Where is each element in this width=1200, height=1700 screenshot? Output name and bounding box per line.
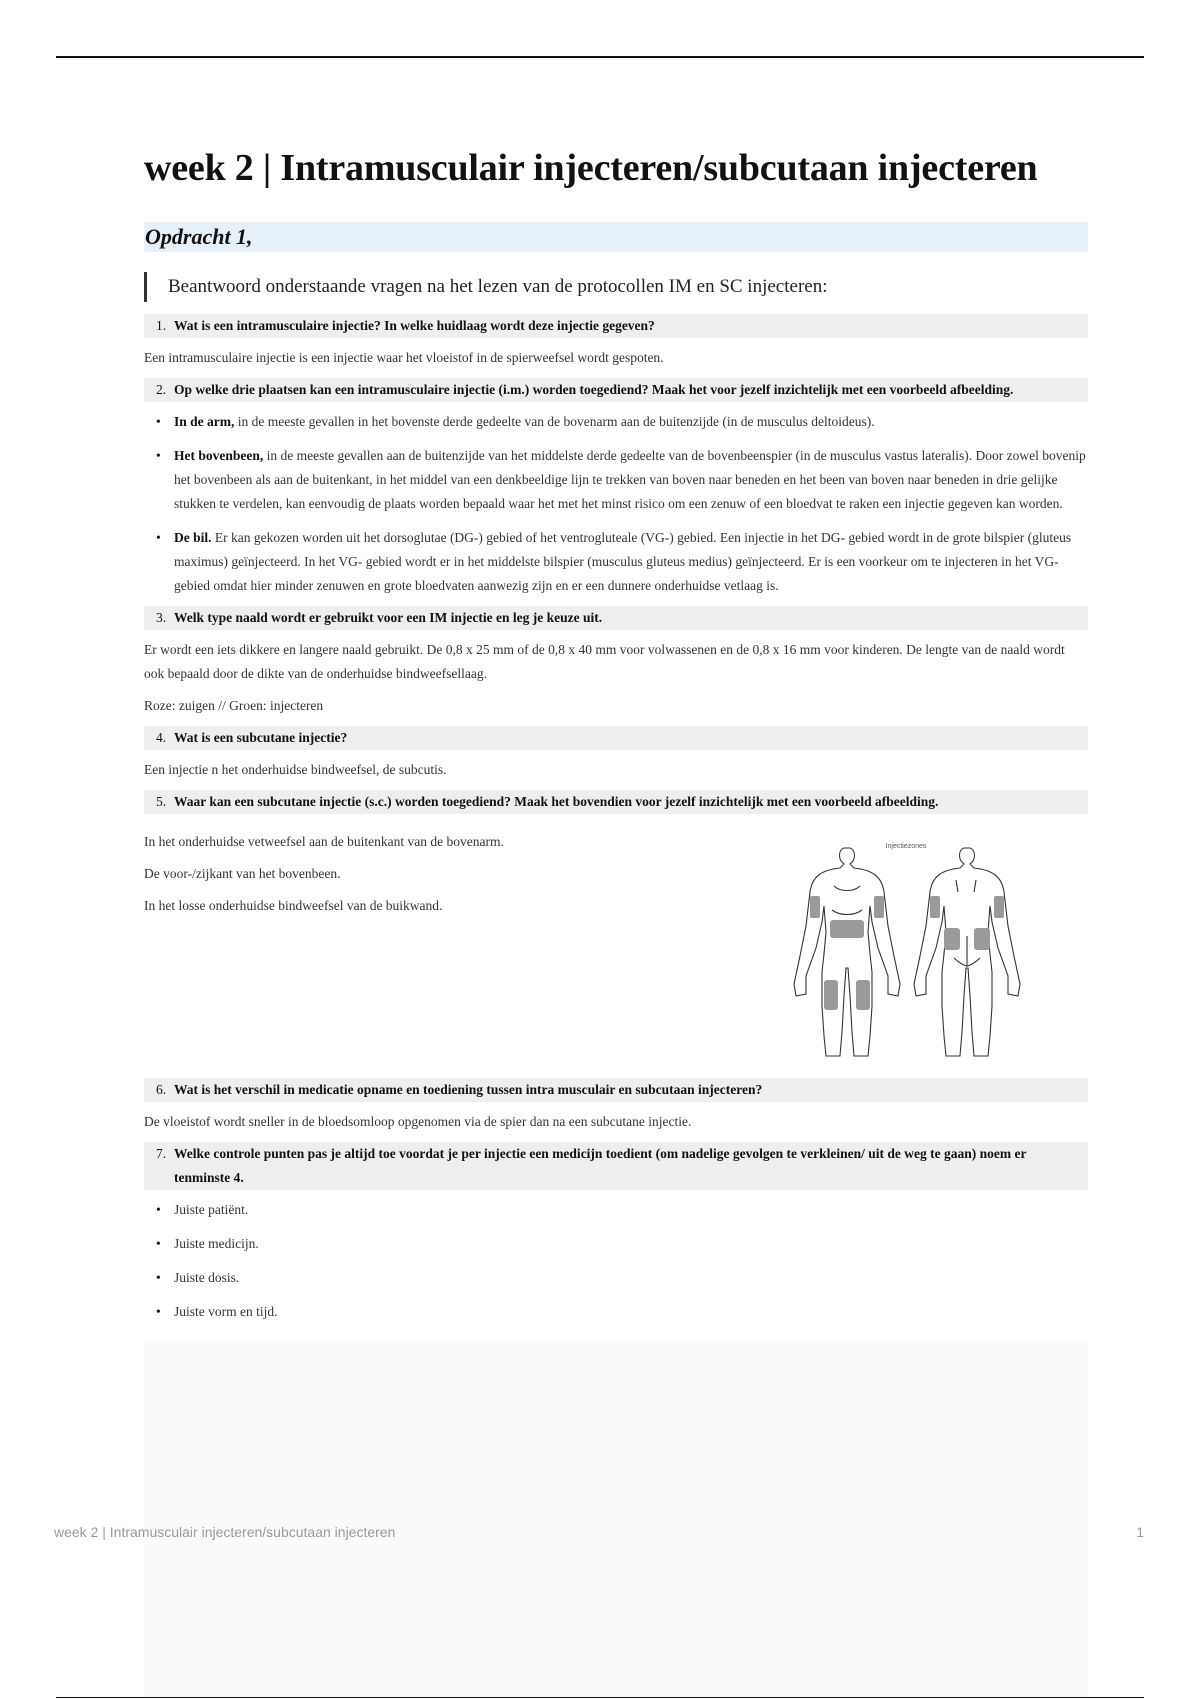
question-2: [144, 378, 1088, 402]
question-text: Waar kan een subcutane injectie (s.c.) worden toegediend? Maak het bovendien voor jezelf inzichtelijk met een voorbeeld afbeelding.: [174, 794, 939, 809]
question-text: Op welke drie plaatsen kan een intramusculaire injectie (i.m.) worden toegediend? Maak het voor jezelf inzichtelijk met een voorbeeld afbeelding.: [174, 382, 1014, 397]
page-number: 1: [1136, 1524, 1144, 1540]
question-text: Wat is een subcutane injectie?: [174, 730, 348, 745]
list-item: • Het bovenbeen, in de meeste gevallen aan de buitenzijde van het middelste derde gedeelte van de bovenbeenspier (in de musculus vastus lateralis). Door zowel bovenip het bovenbeen als aan de buitenkant, in het middel van een denkbeeldige lijn te trekken van boven naar beneden en het been van boven naar beneden in drie gelijke stukken te verdelen, kan eenvoudig de plaats worden bepaald waar het met het minst risico om een zenuw of een bloedvat te raken een injectie gegeven kan worden.: [144, 444, 1088, 516]
zone-right-thigh: [856, 980, 870, 1010]
answer-5-line: De voor-/zijkant van het bovenbeen.: [144, 866, 341, 881]
question-7: [144, 1142, 1088, 1190]
question-number: 7.: [156, 1146, 167, 1161]
injection-zones-figure: [786, 836, 1026, 1058]
page-title: week 2 | Intramusculair injecteren/subcutaan injecteren: [144, 147, 1038, 189]
footer-title: week 2 | Intramusculair injecteren/subcutaan injecteren: [54, 1524, 396, 1540]
question-4: [144, 726, 1088, 750]
zone-right-upper-arm-front: [874, 896, 884, 918]
question-1: [144, 314, 1088, 338]
question-6: [144, 1078, 1088, 1102]
zone-right-buttock: [974, 928, 990, 950]
answer-4: Een injectie n het onderhuidse bindweefsel, de subcutis.: [144, 762, 447, 777]
zone-left-buttock: [944, 928, 960, 950]
answer-6: De vloeistof wordt sneller in de bloedsomloop opgenomen via de spier dan na een subcutane injectie.: [144, 1114, 692, 1129]
figure-label: Injectiezones: [885, 843, 927, 850]
zone-left-thigh: [824, 980, 838, 1010]
front-body-outline: [794, 848, 900, 1056]
question-number: 3.: [156, 610, 167, 625]
question-3: [144, 606, 1088, 630]
answer-3-note: Roze: zuigen // Groen: injecteren: [144, 698, 324, 713]
question-number: 2.: [156, 382, 167, 397]
question-text: Welke controle punten pas je altijd toe voordat je per injectie een medicijn toedient (om nadelige gevolgen te verkleinen/ uit de weg te gaan) noem er tenminste 4.: [174, 1146, 1027, 1185]
answer-1: Een intramusculaire injectie is een injectie waar het vloeistof in de spierweefsel wordt gespoten.: [144, 350, 664, 365]
page-footer: [54, 1524, 1144, 1540]
answer-2-list: [144, 410, 1088, 598]
list-item: • Juiste medicijn.: [144, 1232, 1088, 1256]
bottom-rule: [56, 1697, 1144, 1698]
question-number: 4.: [156, 730, 167, 745]
question-number: 6.: [156, 1082, 167, 1097]
list-item: • De bil. Er kan gekozen worden uit het dorsoglutae (DG-) gebied of het ventrogluteale (VG-) gebied. Een injectie in het DG- gebied wordt in de grote bilspier (gluteus maximus) geïnjecteerd. In het VG- gebied wordt er in het middelste bilspier (musculus gluteus medius) geïnjecteerd. Er is een voorkeur om te injecteren in het VG- gebied omdat hier minder zenuwen en grote bloedvaten aanwezig zijn en er een dunnere onderhuidse vetlaag is.: [144, 526, 1088, 598]
document-body: [144, 136, 1088, 1324]
question-text: Wat is het verschil in medicatie opname en toediening tussen intra musculair en subcutaan injecteren?: [174, 1082, 763, 1097]
answer-5-block: [144, 830, 1088, 1070]
back-body-outline: [914, 848, 1020, 1056]
top-rule: [56, 56, 1144, 58]
zone-abdomen: [830, 920, 864, 938]
section-heading: Opdracht 1,: [144, 222, 1088, 252]
zone-left-upper-arm-back: [930, 896, 940, 918]
list-item: • Juiste patiënt.: [144, 1198, 1088, 1222]
answer-5-lines: [144, 830, 704, 926]
answer-7-list: [144, 1198, 1088, 1324]
intro-quote: Beantwoord onderstaande vragen na het lezen van de protocollen IM en SC injecteren:: [144, 272, 1088, 302]
question-number: 5.: [156, 794, 167, 809]
page-background-band: [144, 1340, 1088, 1697]
answer-3: Er wordt een iets dikkere en langere naald gebruikt. De 0,8 x 25 mm of de 0,8 x 40 mm voor volwassenen en de 0,8 x 16 mm voor kinderen. De lengte van de naald wordt ook bepaald door de dikte van de onderhuidse bindweefsellaag.: [144, 642, 1065, 681]
answer-5-line: In het losse onderhuidse bindweefsel van de buikwand.: [144, 898, 443, 913]
zone-right-upper-arm-back: [994, 896, 1004, 918]
list-item: • In de arm, in de meeste gevallen in het bovenste derde gedeelte van de bovenarm aan de buitenzijde (in de musculus deltoideus).: [144, 410, 1088, 434]
zone-left-upper-arm-front: [810, 896, 820, 918]
question-text: Welk type naald wordt er gebruikt voor een IM injectie en leg je keuze uit.: [174, 610, 603, 625]
answer-5-line: In het onderhuidse vetweefsel aan de buitenkant van de bovenarm.: [144, 834, 504, 849]
question-text: Wat is een intramusculaire injectie? In welke huidlaag wordt deze injectie gegeven?: [174, 318, 655, 333]
list-item: • Juiste dosis.: [144, 1266, 1088, 1290]
question-number: 1.: [156, 318, 167, 333]
list-item: • Juiste vorm en tijd.: [144, 1300, 1088, 1324]
question-5: [144, 790, 1088, 814]
